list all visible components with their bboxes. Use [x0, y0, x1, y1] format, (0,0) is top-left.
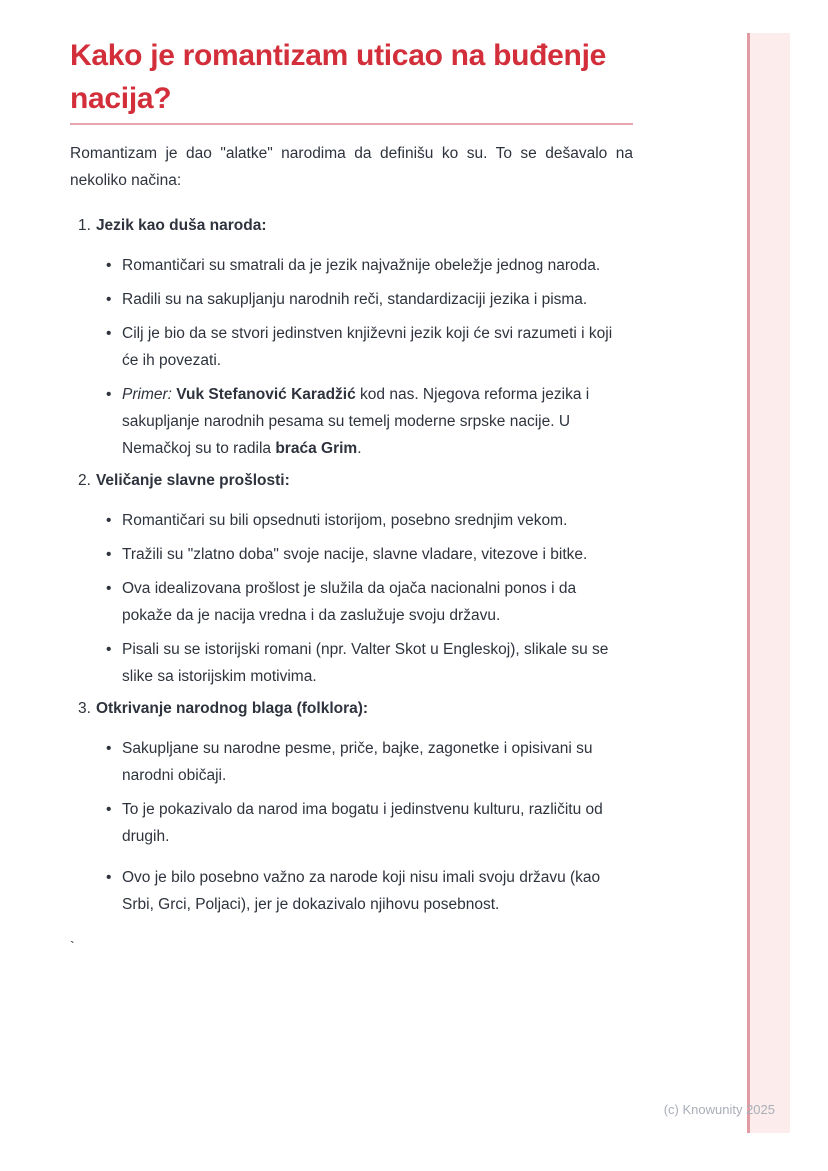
bullet-text: .: [357, 440, 362, 457]
bullet-text: Pisali su se istorijski romani (npr. Valter Skot u Engleskoj), slikale su se slike sa istorijskim motivima.: [122, 641, 609, 685]
bullet-text: Radili su na sakupljanju narodnih reči, standardizaciji jezika i pisma.: [122, 291, 588, 308]
bullet-item: [70, 286, 633, 313]
bullet-item-example: [70, 381, 633, 462]
bullet-item: [70, 575, 633, 629]
bullet-item: [70, 320, 633, 374]
section-number: 1.: [78, 217, 91, 234]
section-2: [70, 467, 633, 690]
bullet-text: Sakupljane su narodne pesme, priče, bajke, zagonetke i opisivani su narodni običaji.: [122, 740, 593, 784]
footer-credit: (c) Knowunity 2025: [663, 1102, 775, 1117]
section-1-heading: [70, 212, 633, 239]
section-title: Otkrivanje narodnog blaga (folklora):: [95, 700, 369, 717]
page-edge-bar: [747, 33, 790, 1133]
section-1: [70, 212, 633, 462]
bullet-list: [70, 252, 633, 462]
bullet-text-italic: Primer:: [122, 386, 177, 403]
bullet-text: Romantičari su bili opsednuti istorijom, posebno srednjim vekom.: [122, 512, 568, 529]
title-divider: [70, 123, 633, 125]
stray-backtick-mark: `: [70, 938, 75, 954]
page-title: Kako je romantizam uticao na buđenje nacija?: [70, 39, 606, 115]
bullet-text-bold: braća Grim: [275, 440, 358, 457]
bullet-item: [70, 735, 633, 789]
bullet-text-bold: Vuk Stefanović Karadžić: [176, 386, 356, 403]
section-3: [70, 695, 633, 918]
bullet-text: Tražili su "zlatno doba" svoje nacije, slavne vladare, vitezove i bitke.: [122, 546, 588, 563]
bullet-item: [70, 252, 633, 279]
bullet-text: Romantičari su smatrali da je jezik najvažnije obeležje jednog naroda.: [122, 257, 601, 274]
bullet-text: Ovo je bilo posebno važno za narode koji nisu imali svoju državu (kao Srbi, Grci, Poljaci), jer je dokazivalo njihovu posebnost.: [122, 869, 601, 913]
bullet-item: [70, 636, 633, 690]
section-title: Jezik kao duša naroda:: [95, 217, 267, 234]
intro-paragraph: Romantizam je dao "alatke" narodima da definišu ko su. To se dešavalo na nekoliko načina:: [70, 145, 633, 189]
document-page: [70, 0, 633, 956]
bullet-item: [70, 796, 633, 850]
section-2-heading: [70, 467, 633, 494]
section-number: 3.: [78, 700, 91, 717]
sections-list: [70, 212, 633, 918]
section-3-heading: [70, 695, 633, 722]
bullet-text: To je pokazivalo da narod ima bogatu i jedinstvenu kulturu, različitu od drugih.: [122, 801, 603, 845]
bullet-text: Cilj je bio da se stvori jedinstven književni jezik koji će svi razumeti i koji će ih povezati.: [122, 325, 613, 369]
section-number: 2.: [78, 472, 91, 489]
bullet-text: Ova idealizovana prošlost je služila da ojača nacionalni ponos i da pokaže da je nacija vredna i da zaslužuje svoju državu.: [122, 580, 577, 624]
bullet-list: [70, 735, 633, 918]
bullet-item: [70, 541, 633, 568]
bullet-list: [70, 507, 633, 690]
bullet-item: [70, 507, 633, 534]
bullet-text: kod nas. Njegova reforma jezika i sakupljanje narodnih pesama su temelj moderne srpske nacije. U Nemačkoj su to radila: [122, 386, 590, 457]
bullet-item: [70, 864, 633, 918]
section-title: Veličanje slavne prošlosti:: [95, 472, 290, 489]
